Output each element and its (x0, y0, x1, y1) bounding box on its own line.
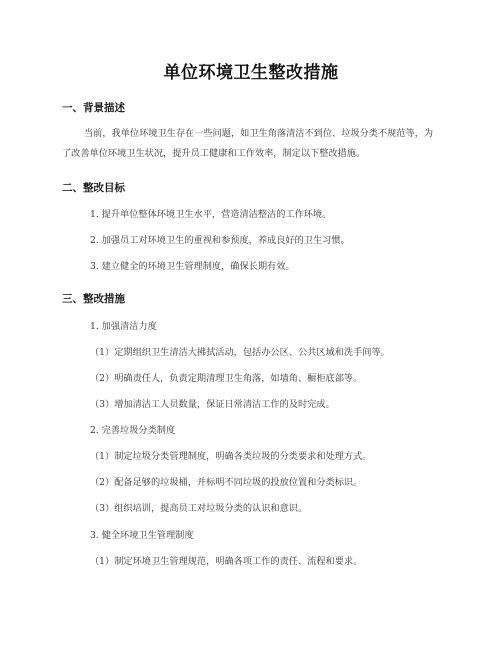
measure-item: （3）组织培训，提高员工对垃圾分类的认识和意识。 (90, 503, 308, 514)
measure-group-title: 3. 健全环境卫生管理制度 (90, 530, 194, 541)
measure-item: （1）定期组织卫生清洁大拂拭活动，包括办公区、公共区域和洗手间等。 (90, 347, 390, 358)
background-paragraph: 当前，我单位环境卫生存在一些问题，如卫生角落清洁不到位、垃圾分类不规范等，为了改善单位环境卫生状况，提升员工健康和工作效率，制定以下整改措施。 (62, 128, 434, 159)
measure-item: （2）明确责任人，负责定期清理卫生角落，如墙角、橱柜底部等。 (90, 373, 363, 384)
goal-item: 3. 建立健全的环境卫生管理制度，确保长期有效。 (90, 261, 295, 272)
measure-item: （1）制定垃圾分类管理制度，明确各类垃圾的分类要求和处理方式。 (90, 451, 372, 462)
section-heading-background: 一、背景描述 (62, 102, 125, 114)
measure-item: （2）配备足够的垃圾桶，并标明不同垃圾的投放位置和分类标识。 (90, 477, 363, 488)
measure-group-title: 2. 完善垃圾分类制度 (90, 425, 176, 436)
measure-item: （3）增加清洁工人员数量，保证日常清洁工作的及时完成。 (90, 399, 335, 410)
goal-item: 2. 加强员工对环境卫生的重视和参预度，养成良好的卫生习惯。 (90, 235, 350, 246)
document-title: 单位环境卫生整改措施 (163, 63, 339, 83)
section-heading-goals: 二、整改目标 (62, 182, 125, 194)
goal-item: 1. 提升单位整体环境卫生水平，营造清洁整洁的工作环境。 (90, 209, 332, 220)
measure-item: （1）制定环境卫生管理规范，明确各项工作的责任、流程和要求。 (90, 556, 363, 567)
measure-group-title: 1. 加强清洁力度 (90, 321, 157, 332)
section-heading-measures: 三、整改措施 (62, 293, 125, 305)
